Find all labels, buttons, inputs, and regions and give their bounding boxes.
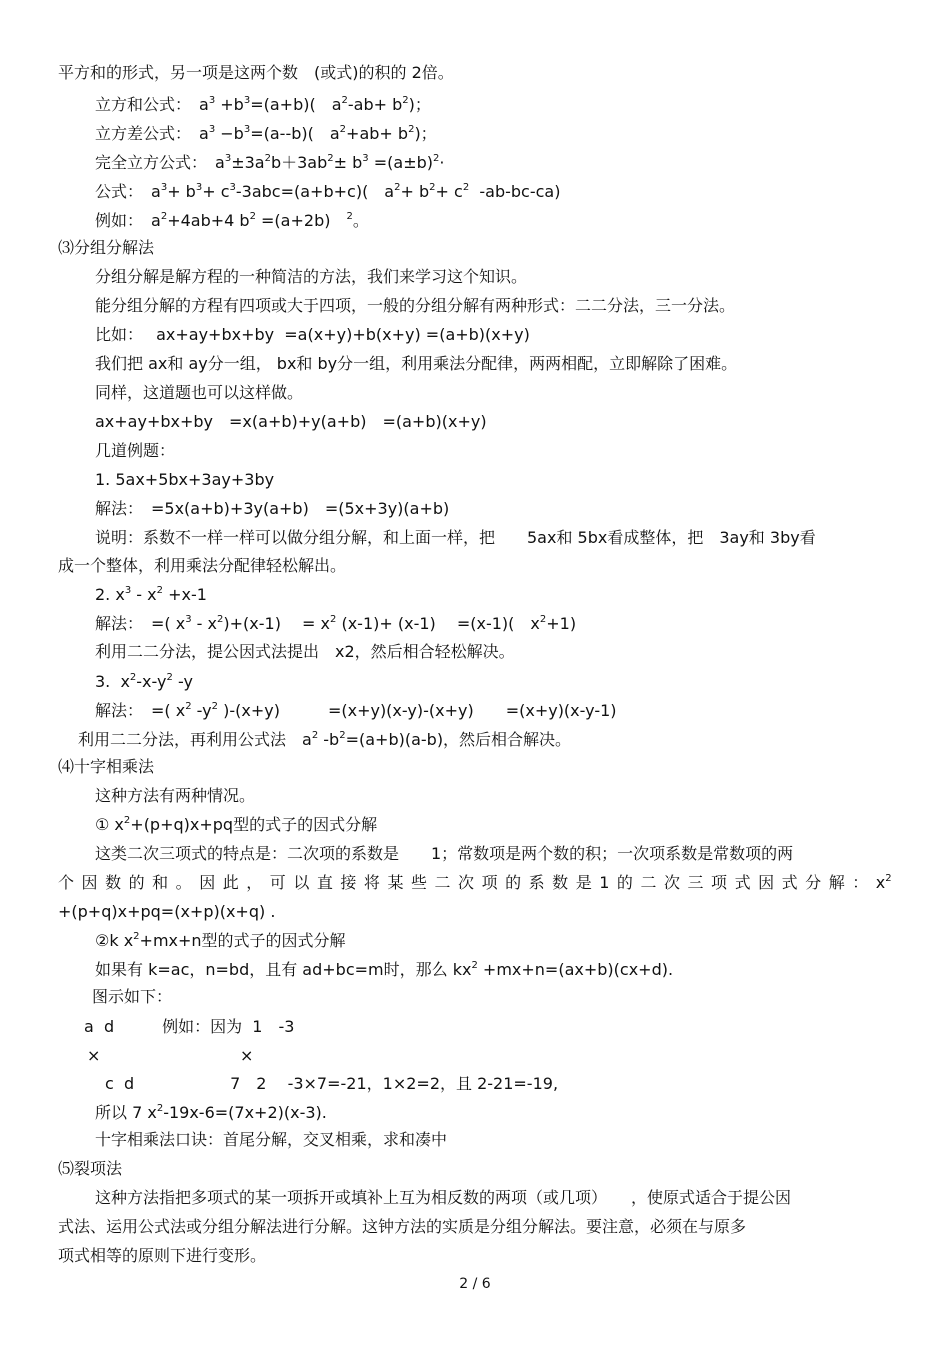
text-line: ②k $x^2+mx+n$型的式子的因式分解	[95, 931, 346, 950]
text-line: 分组分解是解方程的一种简洁的方法，我们来学习这个知识。	[95, 267, 528, 286]
section-heading: ⑸裂项法	[58, 1159, 123, 1178]
text-line: ax+ay+bx+by =x(a+b)+y(a+b) =(a+b)(x+y)	[95, 412, 487, 431]
text-line: 解法： =5x(a+b)+3y(a+b) =(5x+3y)(a+b)	[95, 499, 450, 518]
cross-symbol: ×	[240, 1046, 254, 1065]
text-line: +(p+q)x+pq=(x+p)(x+q) .	[58, 902, 276, 921]
text-line: 平方和的形式，另一项是这两个数 (或式)的积的 2倍。	[58, 63, 454, 82]
text-line: 同样，这道题也可以这样做。	[95, 383, 304, 402]
example-title: 1. 5ax+5bx+3ay+3by	[95, 470, 275, 489]
example-title: 3. $x^2-x-y^2$ -y	[95, 672, 193, 691]
section-heading: ⑶分组分解法	[58, 238, 155, 257]
text-line: 利用二二分法，提公因式法提出 x2，然后相合轻松解决。	[95, 642, 515, 661]
text-line: 成一个整体，利用乘法分配律轻松解出。	[58, 556, 347, 575]
text-line: 如果有 k=ac，n=bd，且有 ad+bc=m时，那么 $kx^2 +mx+n=(ax+b)(cx+d)$.	[95, 960, 674, 979]
text-line: 这种方法指把多项式的某一项拆开或填补上互为相反数的两项（或几项） ，使原式适合于提公因	[95, 1188, 792, 1207]
text-line: 式法、运用公式法或分组分解法进行分解。这钟方法的实质是分组分解法。要注意，必须在与原多	[58, 1217, 747, 1236]
text-line: 项式相等的原则下进行变形。	[58, 1246, 267, 1265]
page-number: 2 / 6	[459, 1276, 491, 1292]
formula-three-cubes: 公式： $a^3+ b^3+ c^3-3abc=(a+b+c)$( $a^2+ b^2+ c^2$ -ab-bc-ca)	[95, 182, 561, 201]
text-line: 十字相乘法口诀：首尾分解，交叉相乘，求和凑中	[95, 1130, 448, 1149]
text-line: 图示如下：	[92, 987, 173, 1006]
cross-diagram-row: a d 例如：因为 1 -3	[84, 1017, 295, 1036]
text-line: 比如： ax+ay+bx+by =a(x+y)+b(x+y) =(a+b)(x+y)	[95, 325, 530, 344]
text-line: 说明：系数不一样一样可以做分组分解，和上面一样，把 5ax和 5bx看成整体，把 3ay和 3by看	[95, 528, 816, 547]
text-line: 我们把 ax和 ay分一组， bx和 by分一组，利用乘法分配律，两两相配，立即解除了困难。	[95, 354, 738, 373]
cross-symbol: ×	[87, 1046, 101, 1065]
formula-perfect-cube: 完全立方公式： $a^3\pm 3a^2b+3ab^2\pm b^3 =(a\pm b)^2\cdot$	[95, 153, 445, 172]
example-title: 2. $x^3 - x^2 +x-1$	[95, 585, 207, 604]
text-line: 几道例题：	[95, 441, 176, 460]
formula-example: 例如： $a^2+4ab+4$ $b^2 =(a+2b)$ $^2$。	[95, 211, 369, 230]
section-heading: ⑷十字相乘法	[58, 757, 155, 776]
text-line: 解法： =( $x^2$ $-y^2$ )-(x+y) =(x+y)(x-y)-(x+y) =(x+y)(x-y-1)	[95, 701, 617, 720]
formula-cube-difference: 立方差公式： $a^3 -b^3=(a--b)$( $a^2+ab+ b^2$)；	[95, 124, 437, 143]
formula-cube-sum: 立方和公式： $a^3 +b^3=(a+b)$( $a^2-ab+ b^2$)；	[95, 95, 431, 114]
text-line: 所以 7 $x^2-19x-6=(7x+2)(x-3)$.	[95, 1103, 327, 1122]
text-line: 解法： =( $x^3 - x^2)+(x-1)$ = $x^2$ (x-1)+ (x-1) =(x-1)( $x^2+1$)	[95, 614, 577, 633]
text-line: 利用二二分法，再利用公式法 $a^2$ $-b^2=(a+b)(a-b)$，然后相合解决。	[78, 730, 572, 749]
justified-text-line: 个 因 数 的 和 。 因 此 ， 可 以 直 接 将 某 些 二 次 项 的 系 数 是 1 的 二 次 三 项 式 因 式 分 解 ： $x^2$	[58, 873, 892, 892]
text-line: 这类二次三项式的特点是：二次项的系数是 1；常数项是两个数的积；一次项系数是常数项的两	[95, 844, 794, 863]
text-line: 能分组分解的方程有四项或大于四项，一般的分组分解有两种形式：二二分法，三一分法。	[95, 296, 736, 315]
text-line: ① $x^2+(p+q)x+pq$型的式子的因式分解	[95, 815, 378, 834]
text-line: 这种方法有两种情况。	[95, 786, 256, 805]
cross-diagram-row: c d 7 2 -3×7=-21，1×2=2，且 2-21=-19,	[105, 1074, 559, 1093]
